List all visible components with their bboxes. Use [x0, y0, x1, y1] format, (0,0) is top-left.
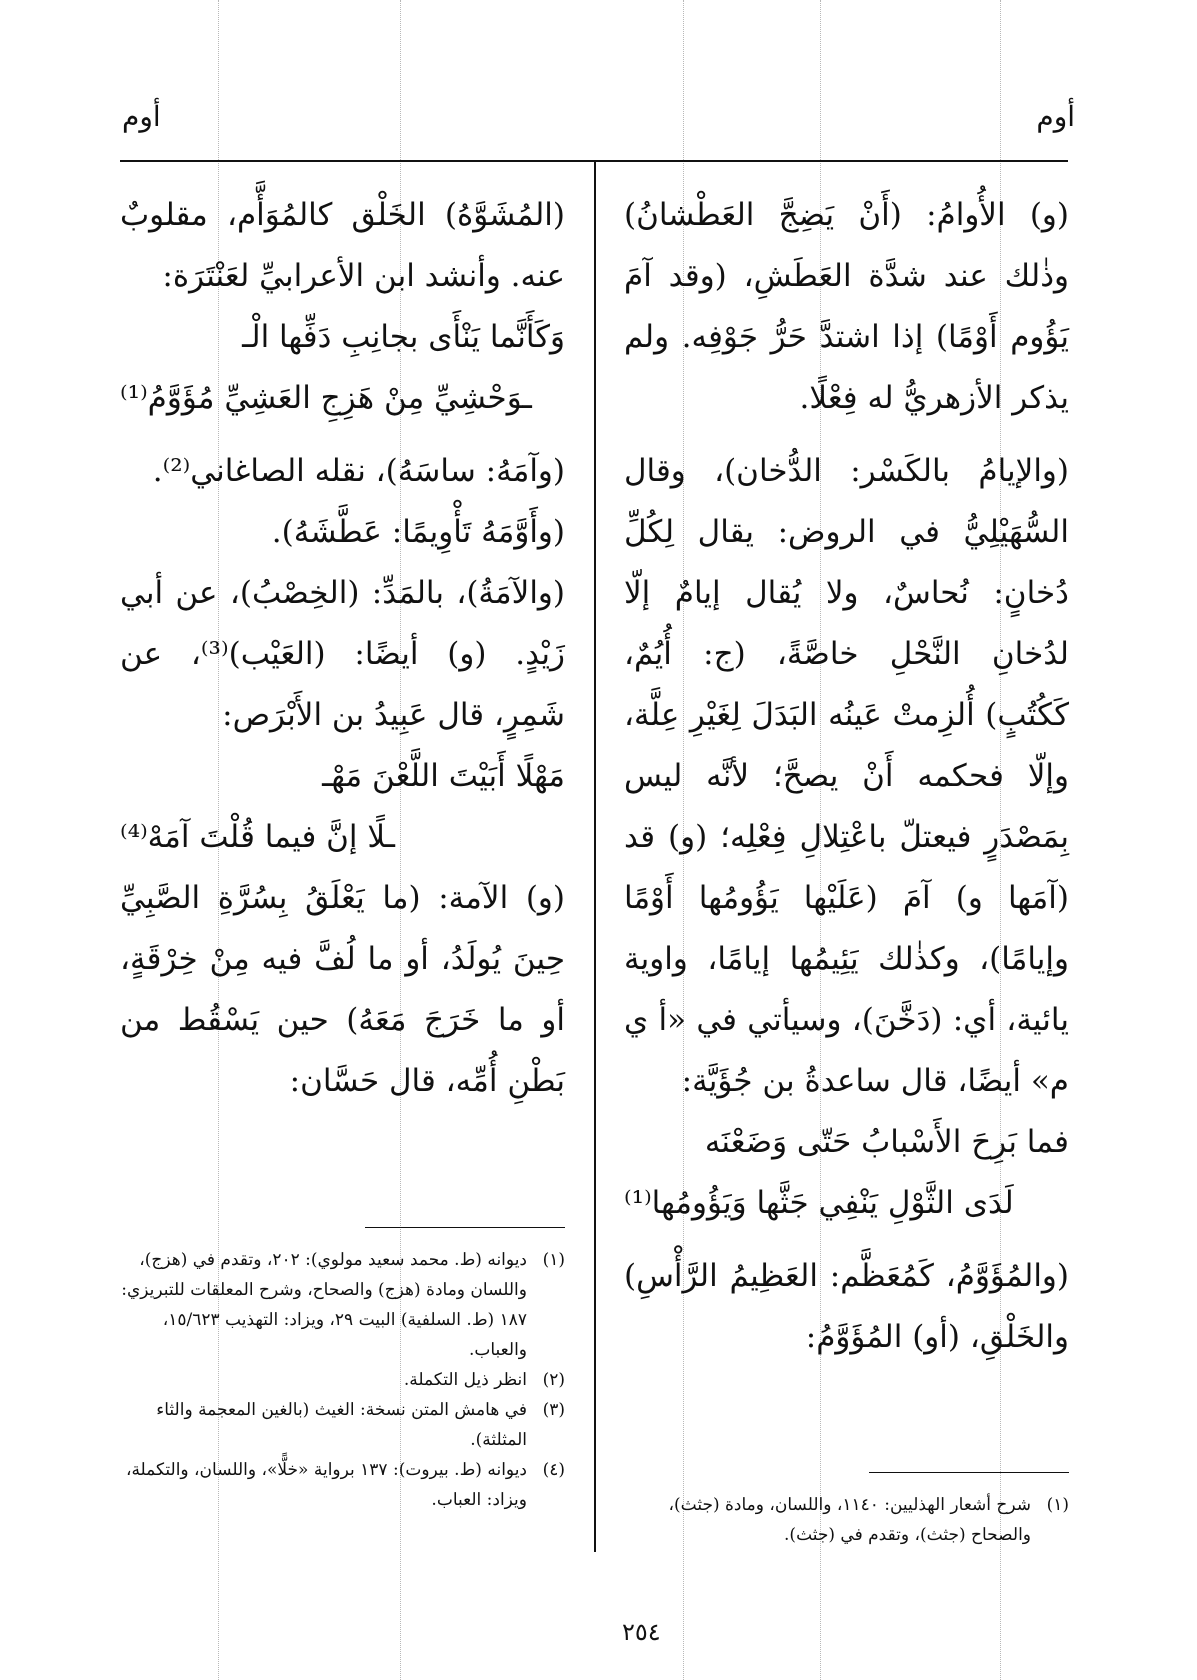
column-divider [594, 162, 596, 1552]
footnote [120, 1365, 565, 1395]
verse-line: ـوَحْشِيِّ مِنْ هَزِجِ العَشِيِّ مُؤَوَّمُ⁽¹⁾ [120, 380, 532, 416]
footnote-rule [365, 1227, 565, 1228]
footnotes-right [624, 1490, 1069, 1550]
footnote-number: (١) [542, 1250, 565, 1270]
footnotes-left [120, 1245, 565, 1515]
footnote-text: ديوانه (ط. بيروت): ١٣٧ برواية «خلًّا»، واللسان، والتكملة، ويزاد: العباب. [125, 1460, 527, 1510]
left-column [120, 185, 565, 1112]
footnote-number: (٢) [542, 1370, 565, 1390]
entry-paragraph: (و) الآمة: (ما يَعْلَقُ بِسُرَّةِ الصَّبِيِّ حِينَ يُولَدُ، أو ما لُفَّ فيه مِنْ خِرْقَةٍ، أو ما خَرَجَ مَعَهُ) حين يَسْقُط من بَطْنِ أُمِّه، قال حَسَّان: [120, 880, 565, 1099]
footnote-text: شرح أشعار الهذليين: ١١٤٠، واللسان، ومادة (جثث)، والصحاح (جثث)، وتقدم في (جثث). [668, 1495, 1031, 1545]
running-header-left: أوم [122, 100, 161, 133]
footnote-number: (٣) [542, 1400, 565, 1420]
footnote [624, 1490, 1069, 1550]
verse-line: لَدَى الثَّوْلِ يَنْفِي جَثَّها وَيَؤُومُها⁽¹⁾ [624, 1185, 1014, 1221]
right-column [624, 185, 1069, 1368]
footnote [120, 1455, 565, 1515]
footnote-number: (٤) [542, 1460, 565, 1480]
verse-line: ـلًا إنَّ فيما قُلْتَ آمَهْ⁽⁴⁾ [120, 819, 395, 855]
entry-paragraph: (والآمَةُ)، بالمَدِّ: (الخِصْبُ)، عن أبي زَيْدٍ. (و) أيضًا: (العَيْب)⁽³⁾، عن شَمِرٍ، قال عَبِيدُ بن الأَبْرَص: [120, 575, 565, 733]
footnote-text: في هامش المتن نسخة: الغيث (بالغين المعجمة والثاء المثلثة). [156, 1400, 527, 1450]
entry-paragraph: (والمُؤَوَّمُ، كَمُعَظَّم: العَظِيمُ الرَّأْسِ) والخَلْقِ، (أو) المُؤَوَّمُ: [624, 1258, 1069, 1355]
verse-line: فما بَرِحَ الأَسْبابُ حَتّى وَضَعْنَه [704, 1124, 1069, 1160]
entry-paragraph: (وآمَهُ: ساسَهُ)، نقله الصاغاني⁽²⁾. [152, 453, 565, 489]
footnote-number: (١) [1046, 1495, 1069, 1515]
footnote-text: ديوانه (ط. محمد سعيد مولوي): ٢٠٢، وتقدم في (هزج)، واللسان ومادة (هزج) والصحاح، وشرح المعلقات للتبريزي: ١٨٧ (ط. السلفية) البيت ٢٩، ويزاد: التهذيب ١٥/٦٢٣، والعباب. [121, 1250, 527, 1360]
entry-paragraph: (والإيامُ بالكَسْر: الدُّخان)، وقال السُّهَيْلِيُّ في الروض: يقال لِكُلِّ دُخانٍ: نُحاسٌ، ولا يُقال إيامٌ إلّا لدُخانِ النَّحْلِ خاصَّةً، (ج: أُيُمٌ، كَكُتُبٍ) أُلزِمتْ عَينُه البَدَلَ لِغَيْرِ عِلَّة، وإلّا فحكمه أَنْ يصحَّ؛ لأنَّه ليس بِمَصْدَرٍ فيعتلّ باعْتِلالِ فِعْلِه؛ (و) قد (آمَها و) آمَ (عَلَيْها يَؤُومُها أَوْمًا وإيامًا)، وكذٰلك يَئِيمُها إيامًا، واوية يائية، أي: (دَخَّنَ)، وسيأتي في «أ ي م» أيضًا، قال ساعدةُ بن جُؤَيَّة: [624, 453, 1069, 1099]
verse-line: وَكَأَنَّما يَنْأَى بجانِبِ دَفِّها الْـ [242, 319, 565, 355]
footnote-rule [869, 1472, 1069, 1473]
page-number: ٢٥٤ [622, 1618, 661, 1646]
footnote [120, 1395, 565, 1455]
verse-line: مَهْلًا أَبَيْتَ اللَّعْنَ مَهْـ [322, 758, 565, 794]
entry-paragraph: (وأَوَّمَهُ تَأْوِيمًا: عَطَّشَهُ). [271, 514, 565, 550]
running-header-right: أوم [1036, 100, 1075, 133]
entry-paragraph: (المُشَوَّهُ) الخَلْق كالمُوَأَّم، مقلوبٌ عنه. وأنشد ابن الأعرابيِّ لعَنْتَرَة: [120, 197, 565, 294]
entry-paragraph: (و) الأُوامُ: (أَنْ يَضِجَّ العَطْشانُ) وذٰلك عند شدَّة العَطَشِ، (وقد آمَ يَؤُوم أَوْمًا) إذا اشتدَّ حَرُّ جَوْفِه. ولم يذكر الأزهريُّ له فِعْلًا. [624, 197, 1069, 416]
footnote-text: انظر ذيل التكملة. [403, 1370, 527, 1390]
footnote [120, 1245, 565, 1365]
